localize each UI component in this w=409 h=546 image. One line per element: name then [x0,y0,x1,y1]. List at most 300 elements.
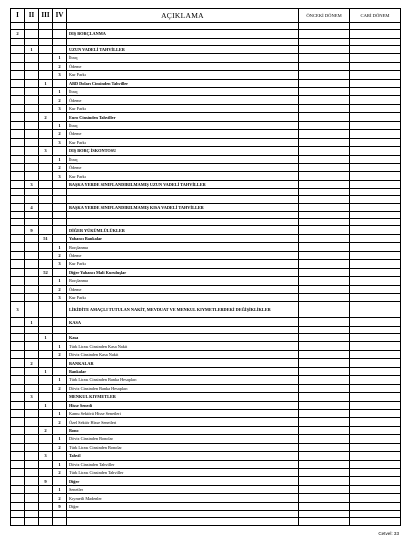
table-row [11,226,401,234]
previous-period-cell[interactable] [299,502,350,510]
current-period-cell[interactable] [350,285,401,293]
previous-period-cell[interactable] [299,23,350,30]
code-cell-c4: 3 [53,260,67,268]
code-cell-c3 [39,469,53,477]
table-row [11,251,401,259]
current-period-cell[interactable] [350,189,401,196]
current-period-cell[interactable] [350,180,401,188]
previous-period-cell[interactable] [299,293,350,301]
previous-period-cell[interactable] [299,443,350,451]
description-cell: DIŞ BORÇLANMA [67,30,299,38]
previous-period-cell[interactable] [299,277,350,285]
current-period-cell[interactable] [350,113,401,121]
current-period-cell[interactable] [350,485,401,493]
code-cell-c4 [53,79,67,87]
previous-period-cell[interactable] [299,88,350,96]
previous-period-cell[interactable] [299,234,350,242]
code-cell-c3 [39,502,53,510]
code-cell-c3: 9 [39,477,53,485]
current-period-cell[interactable] [350,54,401,62]
previous-period-cell[interactable] [299,203,350,211]
table-row [11,326,401,333]
description-cell: Ödeme [67,251,299,259]
code-cell-c2: 3 [25,180,39,188]
code-cell-c3 [39,485,53,493]
code-cell-c4: 1 [53,121,67,129]
code-cell-c2 [25,334,39,342]
code-cell-c3: 2 [39,113,53,121]
description-cell: LİKİDİTE AMAÇLI TUTULAN NAKİT, MEVDUAT VE MENKUL KIYMETLERDEKİ DEĞİŞİKLİKLER [67,302,299,318]
description-cell: Özel Sektör Hisse Senetleri [67,418,299,426]
code-cell-c1 [11,45,25,53]
code-cell-c2 [25,62,39,70]
description-cell: Kıymetli Madenler [67,494,299,502]
code-cell-c1 [11,180,25,188]
previous-period-cell[interactable] [299,418,350,426]
code-cell-c2: 1 [25,318,39,326]
description-cell: Ödeme [67,163,299,171]
code-cell-c2 [25,460,39,468]
description-cell: Ödeme [67,285,299,293]
code-cell-c3 [39,62,53,70]
table-row [11,285,401,293]
code-cell-c2 [25,212,39,219]
previous-period-cell[interactable] [299,426,350,434]
previous-period-cell[interactable] [299,79,350,87]
code-cell-c3: 51 [39,234,53,242]
code-cell-c1 [11,88,25,96]
description-cell: Diğer Yabancı Mali Kuruluşlar [67,268,299,276]
current-period-cell[interactable] [350,23,401,30]
description-cell: BAŞKA YERDE SINIFLANDIRILMAMIŞ UZUN VADELİ TAHVİLLER [67,180,299,188]
previous-period-cell[interactable] [299,172,350,180]
current-period-cell[interactable] [350,79,401,87]
previous-period-cell[interactable] [299,435,350,443]
description-cell: Yabancı Bankalar [67,234,299,242]
previous-period-cell[interactable] [299,226,350,234]
code-cell-c4: 2 [53,469,67,477]
code-cell-c3 [39,302,53,318]
current-period-cell[interactable] [350,212,401,219]
previous-period-cell[interactable] [299,384,350,392]
code-cell-c2 [25,469,39,477]
previous-period-cell[interactable] [299,212,350,219]
code-cell-c1 [11,71,25,79]
code-cell-c3 [39,318,53,326]
previous-period-cell[interactable] [299,130,350,138]
code-cell-c3: 2 [39,426,53,434]
table-row [11,155,401,163]
code-cell-c2 [25,243,39,251]
current-period-cell[interactable] [350,359,401,367]
current-period-cell[interactable] [350,376,401,384]
previous-period-cell[interactable] [299,268,350,276]
footer-label: Cetvel: 33 [378,531,399,536]
current-period-cell[interactable] [350,511,401,518]
code-cell-c2 [25,418,39,426]
code-cell-c2 [25,113,39,121]
code-cell-c4: 1 [53,376,67,384]
current-period-cell[interactable] [350,163,401,171]
previous-period-cell[interactable] [299,285,350,293]
code-cell-c2 [25,54,39,62]
current-period-cell[interactable] [350,393,401,401]
code-cell-c3 [39,121,53,129]
description-cell: Türk Lirası Cinsinden Banka Hesapları [67,376,299,384]
current-period-cell[interactable] [350,172,401,180]
code-cell-c1 [11,452,25,460]
current-period-cell[interactable] [350,130,401,138]
code-cell-c1 [11,113,25,121]
previous-period-cell[interactable] [299,138,350,146]
table-row [11,359,401,367]
current-period-cell[interactable] [350,469,401,477]
current-period-cell[interactable] [350,350,401,358]
description-cell [67,196,299,203]
previous-period-cell[interactable] [299,54,350,62]
previous-period-cell[interactable] [299,318,350,326]
current-period-cell[interactable] [350,96,401,104]
code-cell-c2 [25,326,39,333]
code-cell-c4 [53,452,67,460]
current-period-cell[interactable] [350,155,401,163]
current-period-cell[interactable] [350,367,401,375]
code-cell-c2 [25,88,39,96]
table-header-row [11,9,401,23]
code-cell-c1 [11,367,25,375]
previous-period-cell[interactable] [299,38,350,45]
description-cell: Kur Farkı [67,260,299,268]
previous-period-cell[interactable] [299,350,350,358]
code-cell-c1 [11,268,25,276]
table-row [11,96,401,104]
previous-period-cell[interactable] [299,163,350,171]
previous-period-cell[interactable] [299,260,350,268]
current-period-cell[interactable] [350,71,401,79]
description-cell [67,189,299,196]
previous-period-cell[interactable] [299,189,350,196]
code-cell-c2 [25,376,39,384]
previous-period-cell[interactable] [299,376,350,384]
code-cell-c1 [11,384,25,392]
description-cell: Diğer [67,477,299,485]
code-cell-c3 [39,376,53,384]
code-cell-c2 [25,367,39,375]
code-cell-c3 [39,260,53,268]
code-cell-c3 [39,435,53,443]
previous-period-cell[interactable] [299,196,350,203]
current-period-cell[interactable] [350,196,401,203]
previous-period-cell[interactable] [299,359,350,367]
current-period-cell[interactable] [350,518,401,525]
code-cell-c1 [11,318,25,326]
previous-period-cell[interactable] [299,469,350,477]
code-cell-c2 [25,302,39,318]
current-period-cell[interactable] [350,260,401,268]
code-cell-c3: 1 [39,334,53,342]
table-row [11,219,401,226]
current-period-cell[interactable] [350,302,401,318]
table-row [11,485,401,493]
previous-period-cell[interactable] [299,71,350,79]
code-cell-c3: 1 [39,79,53,87]
code-cell-c2 [25,443,39,451]
current-period-cell[interactable] [350,226,401,234]
current-period-cell[interactable] [350,435,401,443]
code-cell-c2 [25,196,39,203]
code-cell-c4: 1 [53,460,67,468]
code-cell-c2 [25,147,39,155]
code-cell-c3 [39,494,53,502]
code-cell-c4: 2 [53,443,67,451]
code-cell-c4 [53,147,67,155]
description-cell: Kur Farkı [67,71,299,79]
current-period-cell[interactable] [350,277,401,285]
description-cell [67,38,299,45]
code-cell-c2 [25,71,39,79]
table-row [11,196,401,203]
previous-period-cell[interactable] [299,243,350,251]
previous-period-cell[interactable] [299,401,350,409]
code-cell-c1: 3 [11,302,25,318]
code-cell-c4: 1 [53,54,67,62]
description-cell: Kur Farkı [67,293,299,301]
code-cell-c3 [39,219,53,226]
table-row [11,393,401,401]
previous-period-cell[interactable] [299,367,350,375]
table-row [11,342,401,350]
table-row [11,147,401,155]
current-period-cell[interactable] [350,147,401,155]
code-cell-c3 [39,54,53,62]
code-cell-c2 [25,138,39,146]
table-row [11,138,401,146]
previous-period-cell[interactable] [299,30,350,38]
description-cell: KASA [67,318,299,326]
code-cell-c4: 2 [53,350,67,358]
current-period-cell[interactable] [350,342,401,350]
code-cell-c4 [53,30,67,38]
table-row [11,130,401,138]
previous-period-cell[interactable] [299,104,350,112]
table-row [11,426,401,434]
table-row [11,518,401,525]
code-cell-c3: 3 [39,147,53,155]
code-cell-c4 [53,113,67,121]
table-row [11,376,401,384]
code-cell-c3 [39,359,53,367]
code-cell-c4: 1 [53,155,67,163]
code-cell-c2 [25,79,39,87]
current-period-cell[interactable] [350,384,401,392]
code-cell-c2 [25,155,39,163]
code-cell-c1 [11,393,25,401]
previous-period-cell[interactable] [299,45,350,53]
previous-period-cell[interactable] [299,219,350,226]
description-cell: Döviz Cinsinden Banka Hesapları [67,384,299,392]
previous-period-cell[interactable] [299,180,350,188]
code-cell-c2 [25,401,39,409]
code-cell-c2 [25,435,39,443]
code-cell-c1 [11,243,25,251]
current-period-cell[interactable] [350,460,401,468]
previous-period-cell[interactable] [299,409,350,417]
description-cell: Borçlanma [67,277,299,285]
description-cell: Ödeme [67,130,299,138]
code-cell-c1 [11,54,25,62]
table-row [11,88,401,96]
code-cell-c4 [53,334,67,342]
table-row [11,350,401,358]
previous-period-cell[interactable] [299,113,350,121]
code-cell-c3 [39,38,53,45]
code-cell-c3 [39,45,53,53]
table-row [11,234,401,242]
current-period-cell[interactable] [350,138,401,146]
current-period-cell[interactable] [350,426,401,434]
code-cell-c1 [11,172,25,180]
current-period-cell[interactable] [350,502,401,510]
code-cell-c1 [11,443,25,451]
current-period-cell[interactable] [350,326,401,333]
current-period-cell[interactable] [350,62,401,70]
current-period-cell[interactable] [350,243,401,251]
current-period-cell[interactable] [350,251,401,259]
previous-period-cell[interactable] [299,342,350,350]
code-cell-c4: 3 [53,138,67,146]
description-cell: Kamu Sektörü Hisse Senetleri [67,409,299,417]
previous-period-cell[interactable] [299,326,350,333]
code-cell-c3 [39,443,53,451]
table-row [11,469,401,477]
code-cell-c2 [25,452,39,460]
current-period-cell[interactable] [350,104,401,112]
previous-period-cell[interactable] [299,96,350,104]
current-period-cell[interactable] [350,418,401,426]
code-cell-c2: 1 [25,45,39,53]
current-period-cell[interactable] [350,45,401,53]
previous-period-cell[interactable] [299,518,350,525]
table-row [11,212,401,219]
description-cell: MENKUL KIYMETLER [67,393,299,401]
table-row [11,203,401,211]
previous-period-cell[interactable] [299,155,350,163]
current-period-cell[interactable] [350,401,401,409]
previous-period-cell[interactable] [299,147,350,155]
code-cell-c4: 1 [53,277,67,285]
current-period-cell[interactable] [350,234,401,242]
code-cell-c3 [39,163,53,171]
code-cell-c1 [11,426,25,434]
current-period-cell[interactable] [350,30,401,38]
code-cell-c3 [39,511,53,518]
current-period-cell[interactable] [350,318,401,326]
code-cell-c3 [39,243,53,251]
code-cell-c4: 1 [53,409,67,417]
previous-period-cell[interactable] [299,511,350,518]
previous-period-cell[interactable] [299,251,350,259]
code-cell-c1 [11,477,25,485]
description-cell: Tahvil [67,452,299,460]
code-cell-c3 [39,172,53,180]
description-cell [67,23,299,30]
previous-period-cell[interactable] [299,494,350,502]
table-row [11,401,401,409]
description-cell: Döviz Cinsinden Tahviller [67,460,299,468]
description-cell: Borçlanma [67,243,299,251]
code-cell-c1 [11,196,25,203]
code-cell-c2: 3 [25,393,39,401]
current-period-cell[interactable] [350,443,401,451]
code-cell-c3 [39,203,53,211]
current-period-cell[interactable] [350,88,401,96]
code-cell-c3 [39,196,53,203]
current-period-cell[interactable] [350,409,401,417]
code-cell-c1 [11,189,25,196]
code-cell-c4 [53,212,67,219]
description-cell [67,511,299,518]
code-cell-c1 [11,130,25,138]
table-row [11,318,401,326]
code-cell-c3 [39,285,53,293]
current-period-cell[interactable] [350,293,401,301]
current-period-cell[interactable] [350,268,401,276]
current-period-cell[interactable] [350,477,401,485]
current-period-cell[interactable] [350,121,401,129]
code-cell-c1 [11,62,25,70]
previous-period-cell[interactable] [299,477,350,485]
current-period-cell[interactable] [350,38,401,45]
description-cell: Euro Cinsinden Tahviller [67,113,299,121]
current-period-cell[interactable] [350,494,401,502]
code-cell-c2 [25,251,39,259]
previous-period-cell[interactable] [299,302,350,318]
current-period-cell[interactable] [350,203,401,211]
table-row [11,121,401,129]
code-cell-c4 [53,189,67,196]
code-cell-c4: 2 [53,494,67,502]
current-period-cell[interactable] [350,219,401,226]
table-row [11,62,401,70]
code-cell-c4: 2 [53,418,67,426]
previous-period-cell[interactable] [299,460,350,468]
table-row [11,38,401,45]
table-row [11,384,401,392]
previous-period-cell[interactable] [299,452,350,460]
description-cell: ABD Doları Cinsinden Tahviller [67,79,299,87]
code-cell-c3 [39,138,53,146]
code-cell-c1 [11,494,25,502]
previous-period-cell[interactable] [299,485,350,493]
code-cell-c4 [53,393,67,401]
table-row [11,502,401,510]
table-row [11,460,401,468]
code-cell-c1 [11,485,25,493]
previous-period-cell[interactable] [299,62,350,70]
code-cell-c1 [11,155,25,163]
current-period-cell[interactable] [350,334,401,342]
col-header-description: AÇIKLAMA [67,9,299,23]
code-cell-c2 [25,130,39,138]
code-cell-c2 [25,502,39,510]
previous-period-cell[interactable] [299,334,350,342]
previous-period-cell[interactable] [299,393,350,401]
current-period-cell[interactable] [350,452,401,460]
previous-period-cell[interactable] [299,121,350,129]
code-cell-c1 [11,260,25,268]
code-cell-c2 [25,485,39,493]
code-cell-c3 [39,155,53,163]
